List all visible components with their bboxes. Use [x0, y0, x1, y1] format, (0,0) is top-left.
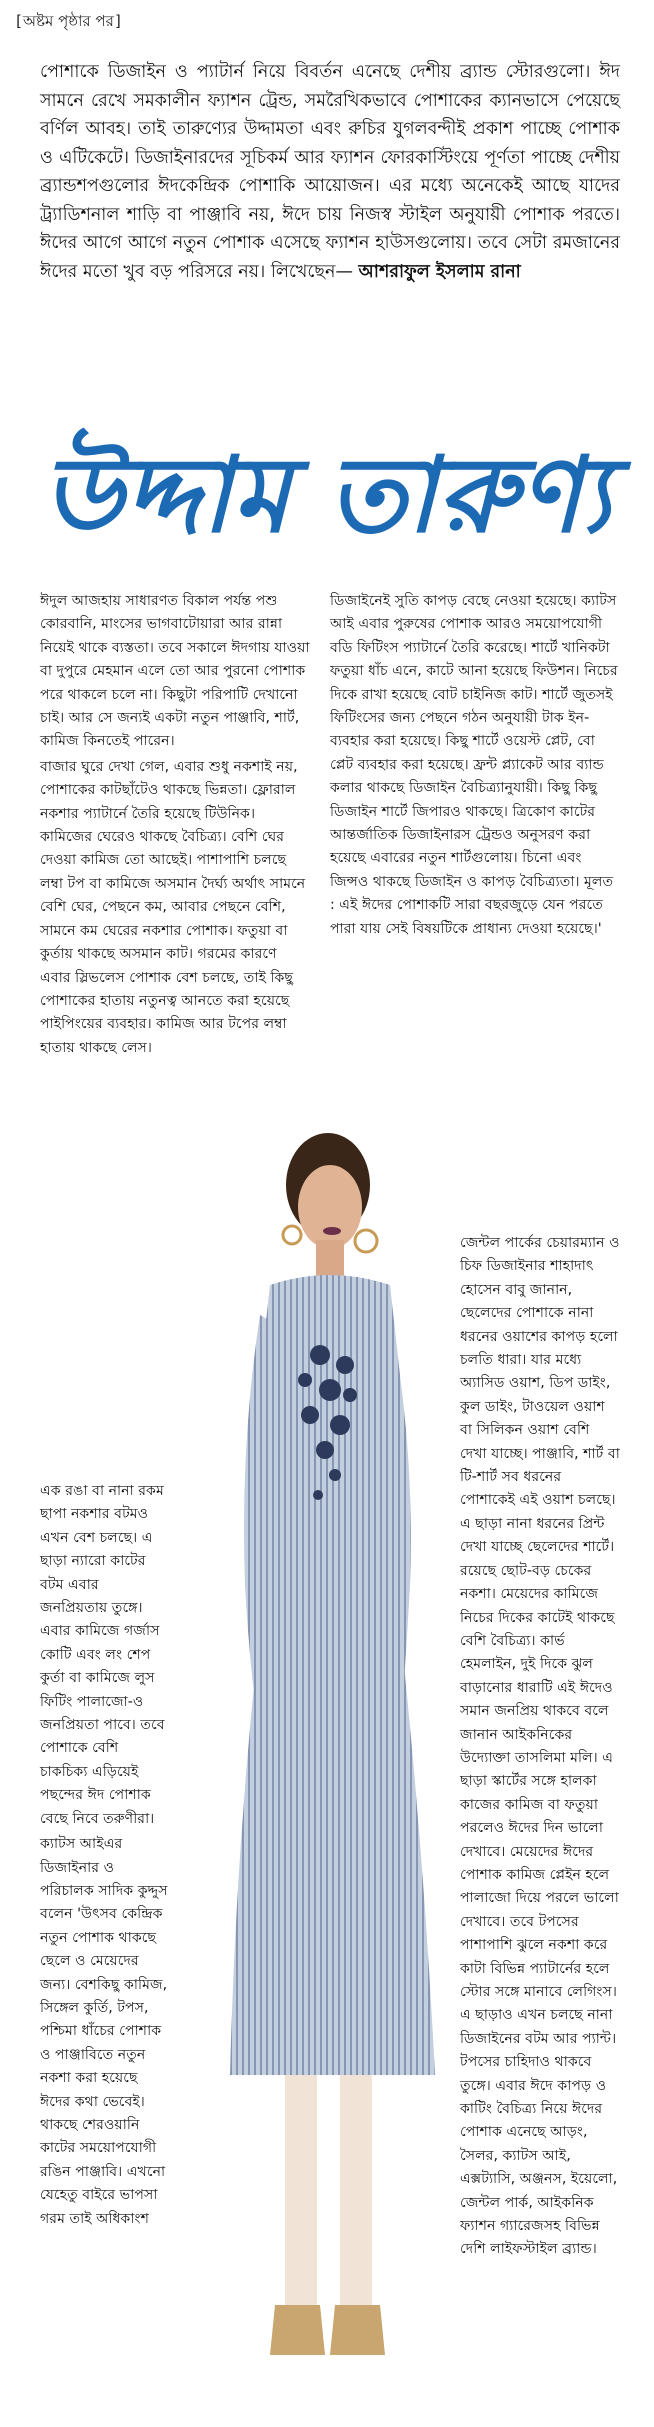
intro-paragraph [40, 58, 620, 286]
right-paragraph-1: ডিজাইনেই সুতি কাপড় বেছে নেওয়া হয়েছে। ক্যাটস আই এবার পুরুষের পোশাক আরও সময়োপযোগী বডি ফিটিংস প্যাটার্নে তৈরি করেছে। শার্টে খানিকটা ফতুয়া ধাঁচ এনে, কাটে আনা হয়েছে ফিউশন। নিচের দিকে রাখা হয়েছে বোট চাইনিজ কাট। শার্টে জুতসই ফিটিংসের জন্য পেছনে গঠন অনুযায়ী টাক ইন-ব্যবহার করা হয়েছে। কিছু শার্টে ওয়েস্ট প্লেট, বো প্লেট ব্যবহার করা হয়েছে। ফ্রন্ট প্ল্যাকেট আর ব্যান্ড কলার থাকছে ডিজাইন বৈচিত্র্যানুযায়ী। কিছু কিছু ডিজাইন শার্টে জিপারও থাকছে। ত্রিকোণ কাটের আন্তর্জাতিক ডিজাইনারস ট্রেন্ডও অনুসরণ করা হয়েছে এবারের নতুন শার্টগুলোয়। চিনো এবং জিন্সও থাকছে ডিজাইন ও কাপড় বৈচিত্র্যতা। মূলত : এই ঈদের পোশাকটি সারা বছরজুড়ে যেন পরতে পারা যায় সেই বিষয়টিকে প্রাধান্য দেওয়া হয়েছে।' [330, 593, 618, 937]
left-column [40, 590, 310, 1062]
left-paragraph-4: ক্যাটস আইএর ডিজাইনার ও পরিচালক সাদিক কুদ্দুস বলেন 'উৎসব কেন্দ্রিক নতুন পোশাক থাকছে ছেলে ও মেয়েদের জন্য। বেশকিছু কামিজ, সিঙ্গেল কুর্তি, টপস, পশ্চিমা ধাঁচের পোশাক ও পাঞ্জাবিতে নতুন নকশা করা হয়েছে ঈদের কথা ভেবেই। থাকছে শেরওয়ানি কাটের সময়োপযোগী রঙিন পাঞ্জাবি। এখনো যেহেতু বাইরে ভাপসা গরম তাই অধিকাংশ [40, 1836, 168, 2227]
model-photo [200, 1115, 450, 2375]
continuation-label: [অষ্টম পৃষ্ঠার পর] [14, 12, 123, 30]
right-column-narrow [460, 1232, 620, 2264]
left-column-narrow [40, 1480, 170, 2233]
left-paragraph-3: এক রঙা বা নানা রকম ছাপা নকশার বটমও এখন বেশ চলছে। এ ছাড়া ন্যারো কাটের বটম এবার জনপ্রিয়তায় তুঙ্গে। এবার কামিজে গর্জাস কোটি এবং লং শেপ কুর্তা বা কামিজে লুস ফিটিং পালাজো-ও জনপ্রিয়তা পাবে। তবে পোশাকে বেশি চাকচিক্য এড়িয়েই পছন্দের ঈদ পোশাক বেছে নিবে তরুণীরা। [40, 1483, 165, 1827]
intro-text: পোশাকে ডিজাইন ও প্যাটার্ন নিয়ে বিবর্তন এনেছে দেশীয় ব্র্যান্ড স্টোরগুলো। ঈদ সামনে রেখে সমকালীন ফ্যাশন ট্রেন্ড, সমরৈখিকভাবে পোশাকের ক্যানভাসে পেয়েছে বর্ণিল আবহ। তাই তারুণ্যের উদ্দামতা এবং রুচির যুগলবন্দীই প্রকাশ পাচ্ছে পোশাক ও এটিকেটে। ডিজাইনারদের সূচিকর্ম আর ফ্যাশন ফোরকাস্টিংয়ে পূর্ণতা পাচ্ছে দেশীয় ব্র্যান্ডশপগুলোর ঈদকেন্দ্রিক পোশাকি আয়োজন। এর মধ্যে অনেকেই আছে যাদের ট্র্যাডিশনাল শাড়ি বা পাঞ্জাবি নয়, ঈদে চায় নিজস্ব স্টাইল অনুযায়ী পোশাক পরতে। ঈদের আগে আগে নতুন পোশাক এসেছে ফ্যাশন হাউসগুলোয়। তবে সেটা রমজানের ঈদের মতো খুব বড় পরিসরে নয়। লিখেছেন— [40, 62, 620, 282]
byline: আশরাফুল ইসলাম রানা [358, 261, 521, 282]
article-title: উদ্দাম তারুণ্য [41, 433, 613, 556]
right-paragraph-2: জেন্টল পার্কের চেয়ারম্যান ও চিফ ডিজাইনার শাহাদাৎ হোসেন বাবু জানান, ছেলেদের পোশাকে নানা ধরনের ওয়াশের কাপড় হলো চলতি ধারা। যার মধ্যে অ্যাসিড ওয়াশ, ডিপ ডাইং, কুল ডাইং, টাওয়েল ওয়াশ বা সিলিকন ওয়াশ বেশি দেখা যাচ্ছে। পাঞ্জাবি, শার্ট বা টি-শার্ট সব ধরনের পোশাকেই এই ওয়াশ চলছে। এ ছাড়া নানা ধরনের প্রিন্ট দেখা যাচ্ছে ছেলেদের শার্টে। রয়েছে ছোট-বড় চেকের নকশা। মেয়েদের কামিজে নিচের দিকের কাটেই থাকছে বেশি বৈচিত্র্য। কার্ভ হেমলাইন, দুই দিকে ঝুল বাড়ানোর ধারাটি এই ঈদেও সমান জনপ্রিয় থাকবে বলে জানান আইকনিকের উদ্যোক্তা তাসলিমা মলি। এ ছাড়া স্কার্টের সঙ্গে হালকা কাজের কামিজ বা ফতুয়া পরলেও ঈদের দিন ভালো দেখাবে। মেয়েদের ঈদের পোশাক কামিজ প্লেইন হলে পালাজো দিয়ে পরলে ভালো দেখাবে। তবে টপসের পাশাপাশি ঝুলে নকশা করে কাটা বিভিন্ন প্যাটার্নের হলে স্টোর সঙ্গে মানাবে লেগিংস। এ ছাড়াও এখন চলছে নানা ডিজাইনের বটম আর প্যান্ট। টপসের চাহিদাও থাকবে তুঙ্গে। এবার ঈদে কাপড় ও কাটিং বৈচিত্র্য নিয়ে ঈদের পোশাক এনেছে আড়ং, সৈলর, ক্যাটস আই, এক্সট্যাসি, অঞ্জনস, ইয়েলো, জেন্টল পার্ক, আইকনিক ফ্যাশন গ্যারেজসহ বিভিন্ন দেশি লাইফস্টাইল ব্র্যান্ড। [460, 1235, 620, 2258]
right-column [330, 590, 620, 943]
left-paragraph-1: ঈদুল আজহায় সাধারণত বিকাল পর্যন্ত পশু কোরবানি, মাংসের ভাগবাটোয়ারা আর রান্না নিয়েই থাকে ব্যস্ততা। তবে সকালে ঈদগায় যাওয়া বা দুপুরে মেহমান এলে তো আর পুরনো পোশাক পরে থাকলে চলে না। কিছুটা পরিপাটি দেখানো চাই। আর সে জন্যই একটা নতুন পাঞ্জাবি, শার্ট, কামিজ কিনতেই পারেন। [40, 593, 310, 750]
left-paragraph-2: বাজার ঘুরে দেখা গেল, এবার শুধু নকশাই নয়, পোশাকের কাটছাঁটেও থাকছে ভিন্নতা। ফ্লোরাল নকশার প্যাটার্নে তৈরি হয়েছে টিউনিক। কামিজের ঘেরেও থাকছে বৈচিত্র্য। বেশি ঘের দেওয়া কামিজ তো আছেই। পাশাপাশি চলছে লম্বা টপ বা কামিজে অসমান দৈর্ঘ্য অর্থাৎ সামনে বেশি ঘের, পেছনে কম, আবার পেছনে বেশি, সামনে কম ঘেরের নকশার পোশাক। ফতুয়া বা কুর্তায় থাকছে অসমান কাট। গরমের কারণে এবার স্লিভলেস পোশাক বেশ চলছে, তাই কিছু পোশাকের হাতায় নতুনত্ব আনতে করা হয়েছে পাইপিংয়ের ব্যবহার। কামিজ আর টপের লম্বা হাতায় থাকছে লেস। [40, 758, 306, 1056]
